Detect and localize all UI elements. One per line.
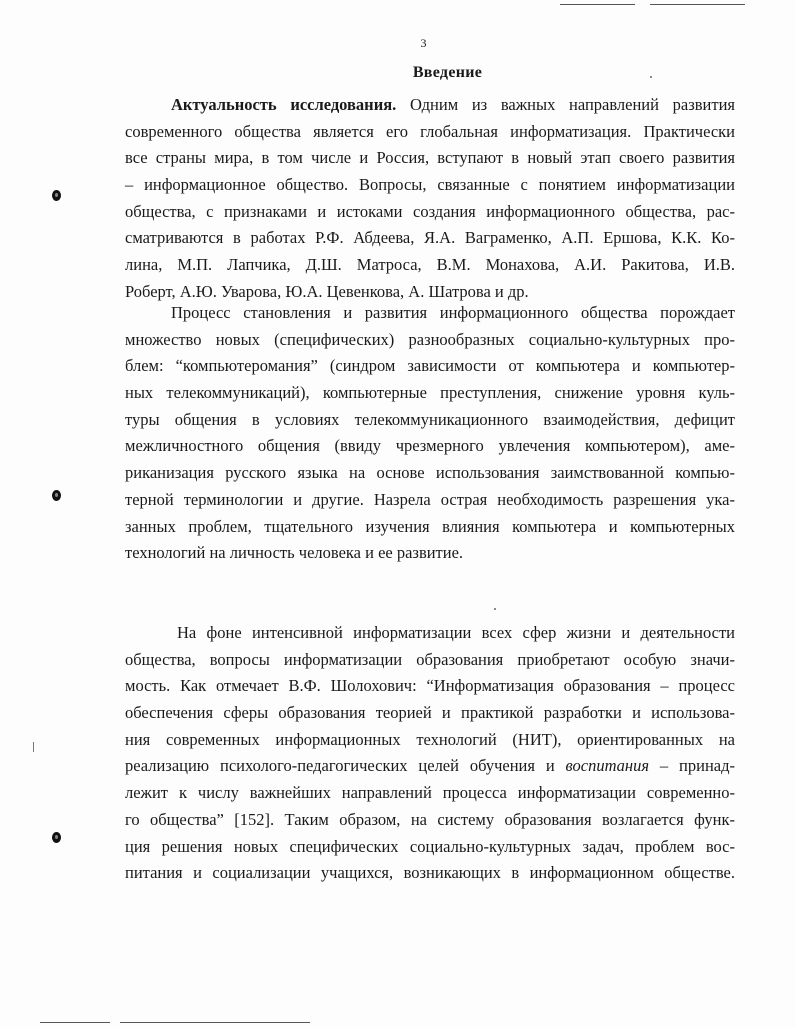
scan-edge-bottom <box>40 1022 110 1023</box>
paragraph-line: лина, М.П. Лапчика, Д.Ш. Матроса, В.М. Монахова, А.И. Ракитова, И.В. <box>125 255 735 275</box>
paragraph-line: межличностного общения (ввиду чрезмерного увлечения компьютером), аме- <box>125 436 735 456</box>
emphasis-text: воспитания <box>565 756 650 776</box>
paragraph-problems <box>125 300 735 567</box>
punch-hole-2 <box>52 490 61 501</box>
paragraph-line: занных проблем, тщательного изучения влияния компьютера и компьютерных <box>125 516 735 536</box>
page-heading: Введение <box>412 64 483 81</box>
scan-edge-bottom-mid <box>120 1022 310 1023</box>
paragraph-line: множество новых (специфических) разнообразных социально-культурных про- <box>125 329 735 349</box>
paragraph-line: туры общения в условиях телекоммуникационного взаимодействия, дефицит <box>125 409 735 429</box>
scan-edge-top-right <box>650 4 745 5</box>
punch-hole-1 <box>52 190 61 201</box>
paragraph-line: современного общества является его глобальная информатизация. Практически <box>125 121 735 141</box>
paragraph-line: общества, с признаками и истоками создания информационного общества, рас- <box>125 201 735 221</box>
paragraph-line: сматриваются в работах Р.Ф. Абдеева, Я.А. Ваграменко, А.П. Ершова, К.К. Ко- <box>125 228 735 248</box>
paragraph-line: риканизация русского языка на основе использования заимствованной компью- <box>125 463 735 483</box>
scan-speck-2 <box>494 608 496 610</box>
page-number: 3 <box>420 36 427 50</box>
scan-mark <box>33 742 34 752</box>
paragraph-line: На фоне интенсивной информатизации всех сфер жизни и деятельности <box>177 623 735 642</box>
paragraph-line: общества, вопросы информатизации образования приобретают особую значи- <box>125 649 735 669</box>
paragraph-line: ния современных информационных технологий (НИТ), ориентированных на <box>125 729 735 749</box>
paragraph-line: технологий на личность человека и ее развитие. <box>125 543 464 563</box>
paragraph-line <box>125 753 735 780</box>
paragraph-line: все страны мира, в том числе и Россия, вступают в новый этап своего развития <box>125 148 735 168</box>
paragraph-line: мость. Как отмечает В.Ф. Шолохович: “Информатизация образования – процесс <box>125 676 735 696</box>
scan-edge-top <box>560 4 635 5</box>
paragraph-line: лежит к числу важнейших направлений процесса информатизации современно- <box>125 783 735 803</box>
paragraph-relevance <box>125 92 735 306</box>
paragraph-line-text: реализацию психолого-педагогических целей обучения и <box>125 756 566 776</box>
paragraph-line: Роберт, А.Ю. Уварова, Ю.А. Цевенкова, А. Шатрова и др. <box>125 281 529 301</box>
paragraph-line-text: Одним из важных направлений развития <box>396 95 735 114</box>
paragraph-education <box>125 620 735 887</box>
paragraph-lead: Актуальность исследования. <box>171 95 397 114</box>
paragraph-line: – информационное общество. Вопросы, связанные с понятием информатизации <box>125 175 735 195</box>
paragraph-line <box>125 92 735 119</box>
paragraph-line: терной терминологии и другие. Назрела острая необходимость разрешения ука- <box>125 489 735 509</box>
punch-hole-3 <box>52 832 61 843</box>
paragraph-line: ция решения новых специфических социально-культурных задач, проблем вос- <box>125 836 735 856</box>
paragraph-line-text: – принад- <box>649 756 735 776</box>
paragraph-line: Процесс становления и развития информационного общества порождает <box>171 303 735 322</box>
paragraph-line: питания и социализации учащихся, возникающих в информационном обществе. <box>125 863 735 883</box>
paragraph-line: го общества” [152]. Таким образом, на систему образования возлагается функ- <box>125 809 735 829</box>
paragraph-line: блем: “компьютеромания” (синдром зависимости от компьютера и компьютер- <box>125 356 735 376</box>
paragraph-line: обеспечения сферы образования теорией и практикой разработки и использова- <box>125 703 735 723</box>
paragraph-line: ных телекоммуникаций), компьютерные преступления, снижение уровня куль- <box>125 383 735 403</box>
